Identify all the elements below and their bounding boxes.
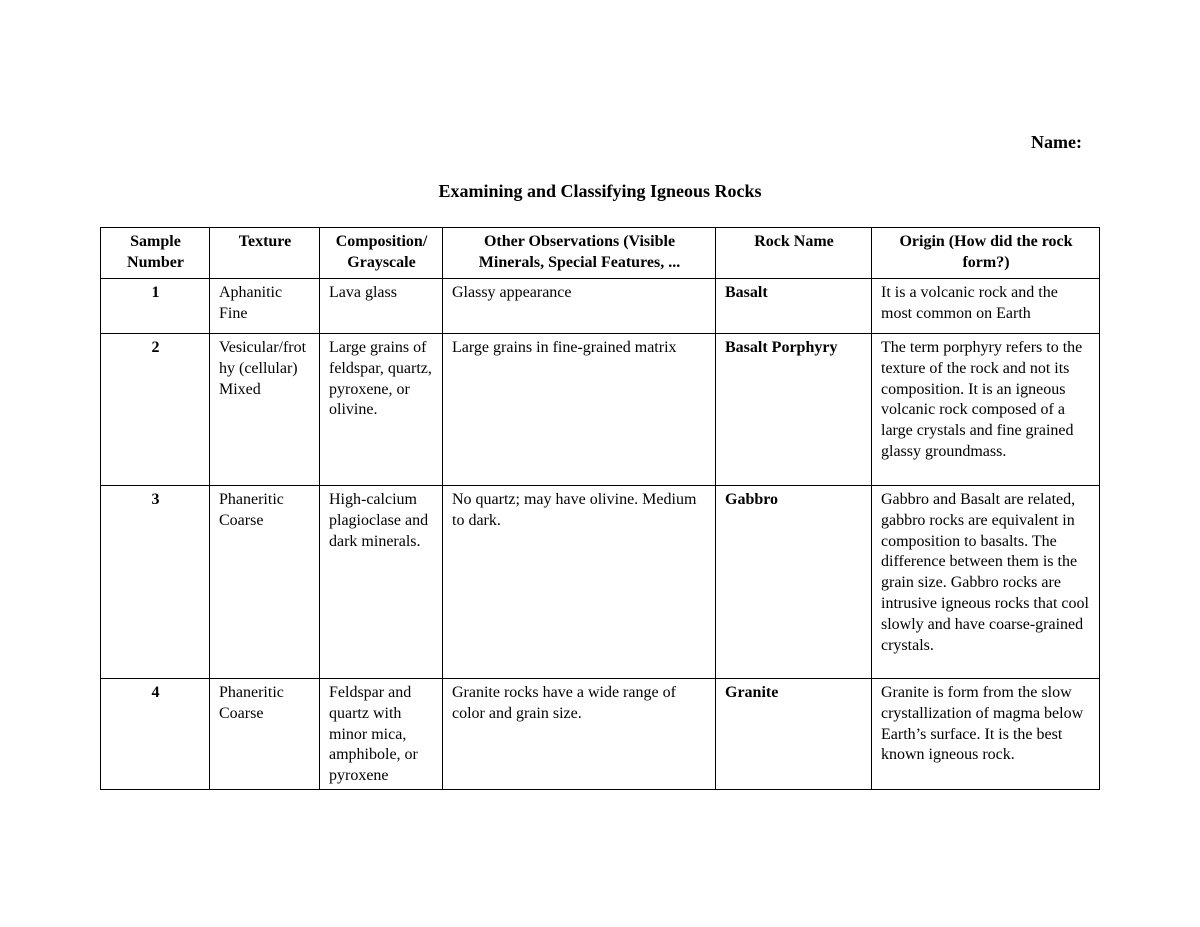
rock-name-cell: Basalt bbox=[716, 279, 872, 334]
table-header-row bbox=[101, 228, 1100, 279]
column-header-sample-number: Sample Number bbox=[101, 228, 210, 279]
composition-cell: High-calcium plagioclase and dark minerals. bbox=[320, 486, 443, 679]
texture-cell: Phaneritic Coarse bbox=[210, 679, 320, 790]
rock-name-cell: Granite bbox=[716, 679, 872, 790]
sample-number-cell: 1 bbox=[101, 279, 210, 334]
origin-cell: Gabbro and Basalt are related, gabbro rocks are equivalent in composition to basalts. The difference between them is the grain size. Gabbro rocks are intrusive igneous rocks that cool slowly and have coarse-grained crystals. bbox=[872, 486, 1100, 679]
composition-cell: Feldspar and quartz with minor mica, amphibole, or pyroxene bbox=[320, 679, 443, 790]
sample-number-cell: 4 bbox=[101, 679, 210, 790]
observations-cell: No quartz; may have olivine. Medium to dark. bbox=[443, 486, 716, 679]
column-header-texture: Texture bbox=[210, 228, 320, 279]
rock-name-cell: Gabbro bbox=[716, 486, 872, 679]
observations-cell: Granite rocks have a wide range of color and grain size. bbox=[443, 679, 716, 790]
rock-name-cell: Basalt Porphyry bbox=[716, 334, 872, 486]
origin-cell: Granite is form from the slow crystallization of magma below Earth’s surface. It is the best known igneous rock. bbox=[872, 679, 1100, 790]
texture-cell: Vesicular/frothy (cellular) Mixed bbox=[210, 334, 320, 486]
table-row bbox=[101, 279, 1100, 334]
table-row bbox=[101, 486, 1100, 679]
composition-cell: Lava glass bbox=[320, 279, 443, 334]
table-row bbox=[101, 334, 1100, 486]
column-header-observations: Other Observations (Visible Minerals, Special Features, ... bbox=[443, 228, 716, 279]
igneous-rocks-table bbox=[100, 227, 1100, 790]
column-header-origin: Origin (How did the rock form?) bbox=[872, 228, 1100, 279]
composition-cell: Large grains of feldspar, quartz, pyroxene, or olivine. bbox=[320, 334, 443, 486]
texture-cell: Phaneritic Coarse bbox=[210, 486, 320, 679]
column-header-composition: Composition/ Grayscale bbox=[320, 228, 443, 279]
sample-number-cell: 2 bbox=[101, 334, 210, 486]
observations-cell: Large grains in fine-grained matrix bbox=[443, 334, 716, 486]
texture-cell: Aphanitic Fine bbox=[210, 279, 320, 334]
document-title: Examining and Classifying Igneous Rocks bbox=[438, 181, 762, 201]
table-row bbox=[101, 679, 1100, 790]
column-header-rock-name: Rock Name bbox=[716, 228, 872, 279]
name-label: Name: bbox=[1031, 132, 1082, 152]
sample-number-cell: 3 bbox=[101, 486, 210, 679]
origin-cell: It is a volcanic rock and the most common on Earth bbox=[872, 279, 1100, 334]
observations-cell: Glassy appearance bbox=[443, 279, 716, 334]
origin-cell: The term porphyry refers to the texture of the rock and not its composition. It is an igneous volcanic rock composed of a large crystals and fine grained glassy groundmass. bbox=[872, 334, 1100, 486]
